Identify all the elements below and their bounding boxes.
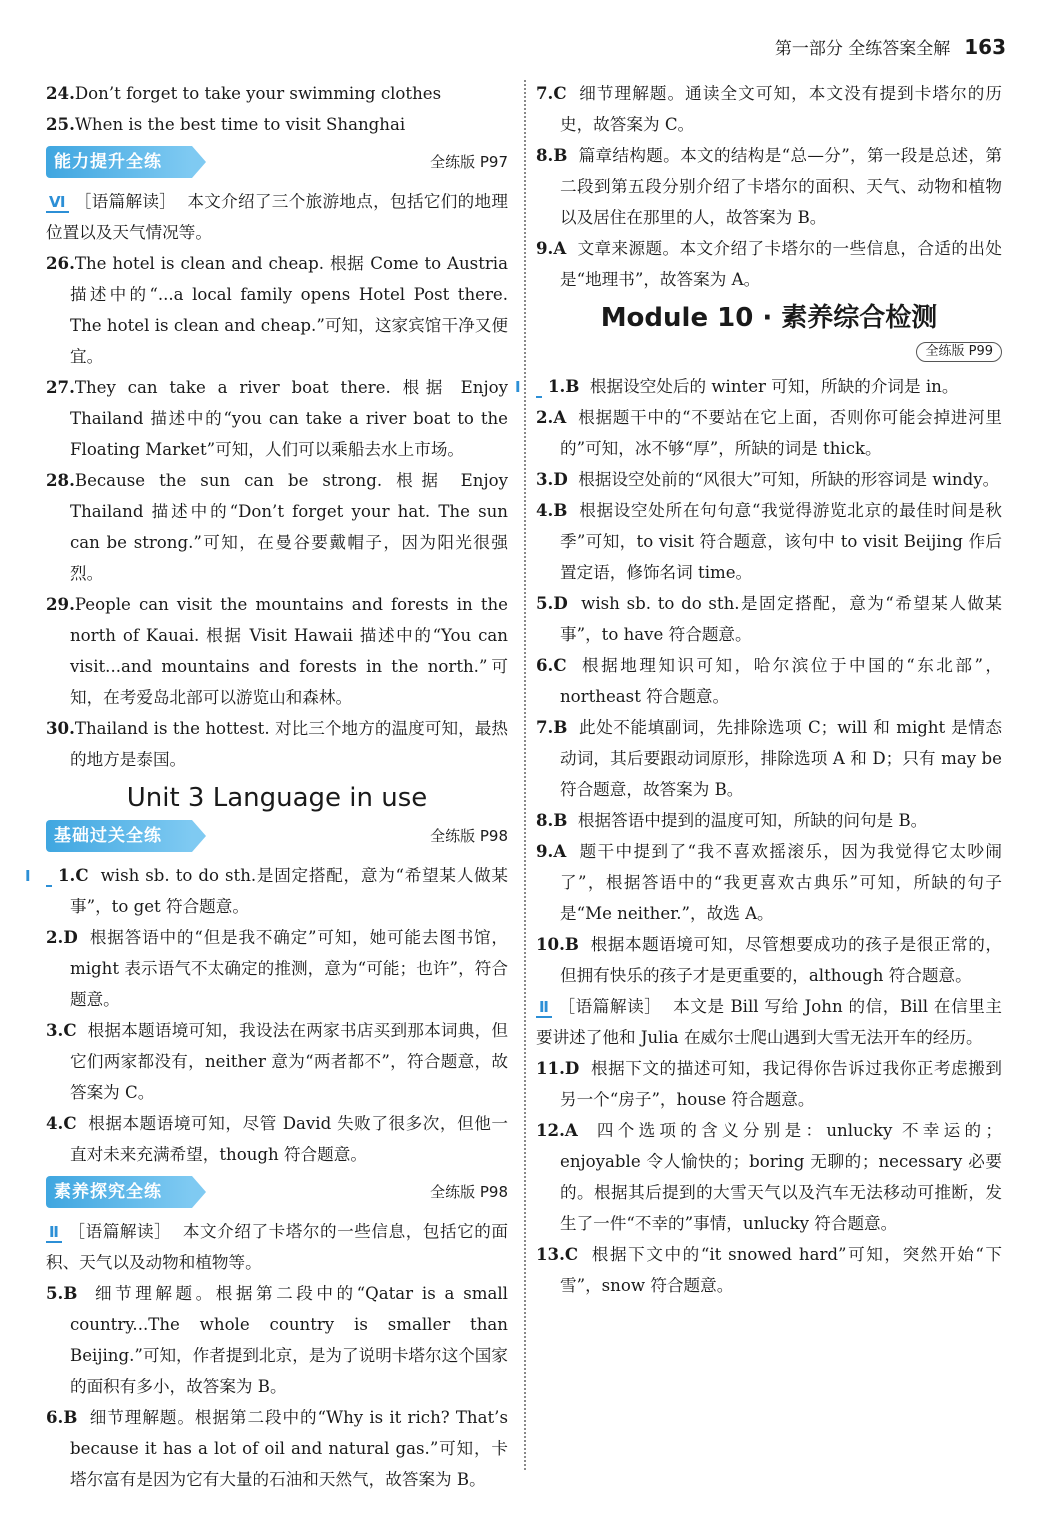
answer-item: 5.D wish sb. to do sth.是固定搭配，意为“希望某人做某事”，to have 符合题意。 (536, 593, 1002, 644)
answer-item: 7.B 此处不能填副词，先排除选项 C；will 和 might 是情态动词，其后要跟动词原形，排除选项 A 和 D；只有 may be 符合题意，故答案为 B。 (536, 717, 1002, 799)
section-banner: 素养探究全练 (46, 1176, 192, 1208)
passage-summary: Ⅱ ［语篇解读］ 本文是 Bill 写给 John 的信，Bill 在信里主要讲述了他和 Julia 在威尔士爬山遇到大雪无法开车的经历。 (536, 997, 1003, 1047)
answer-item: 4.B 根据设空处所在句句意“我觉得游览北京的最佳时间是秋季”可知，to visit 符合题意，该句中 to visit Beijing 作后置定语，修饰名词 time。 (536, 500, 1002, 582)
left-column (25, 78, 509, 1495)
answer-item: 10.B 根据本题语境可知，尽管想要成功的孩子是很正常的，但拥有快乐的孩子才是更重要的，although 符合题意。 (536, 934, 1002, 985)
answer-item: 11.D 根据下文的描述可知，我记得你告诉过我你正考虑搬到另一个“房子”，house 符合题意。 (536, 1058, 1002, 1109)
answer-item: 2.D 根据答语中的“但是我不确定”可知，她可能去图书馆，might 表示语气不太确定的推测，意为“可能；也许”，符合题意。 (46, 927, 508, 1009)
unit-heading: Unit 3 Language in use (126, 783, 428, 813)
answer-item: 4.C 根据本题语境可知，尽管 David 失败了很多次，但他一直对未来充满希望，though 符合题意。 (46, 1113, 508, 1164)
answer-item: 29.People can visit the mountains and forests in the north of Kauai. 根据 Visit Hawaii 描述中的“You can visit...and mountains and forests in the north.”可知，在考爱岛北部可以游览山和森林。 (46, 594, 508, 707)
answer-item: 30.Thailand is the hottest. 对比三个地方的温度可知，最热的地方是泰国。 (46, 718, 508, 769)
answer-item: 28.Because the sun can be strong. 根据 Enjoy Thailand 描述中的“Don’t forget your hat. The sun can be strong.”可知，在曼谷要戴帽子，因为阳光很强烈。 (46, 470, 508, 583)
page-reference: 全练版 P97 (430, 152, 508, 171)
module-page-reference: 全练版 P99 (536, 334, 1002, 365)
section-banner: 能力提升全练 (46, 146, 192, 178)
answer-item: 7.C 细节理解题。通读全文可知，本文没有提到卡塔尔的历史，故答案为 C。 (536, 83, 1002, 134)
page-reference: 全练版 P98 (430, 1182, 508, 1201)
answer-item: 12.A 四个选项的含义分别是：unlucky 不幸运的；enjoyable 令人愉快的；boring 无聊的；necessary 必要的。根据其后提到的大雪天气以及汽车无法移动可推断，发生了一件“不幸的”事情，unlucky 符合题意。 (536, 1120, 1002, 1233)
section-banner-row (46, 820, 508, 852)
answer-item: 6.C 根据地理知识可知，哈尔滨位于中国的“东北部”，northeast 符合题意。 (536, 655, 1002, 706)
passage-summary: Ⅵ ［语篇解读］ 本文介绍了三个旅游地点，包括它们的地理位置以及天气情况等。 (46, 192, 509, 242)
page-number: 163 (964, 35, 1006, 59)
answer-item: Ⅰ 1.C wish sb. to do sth.是固定搭配，意为“希望某人做某事”，to get 符合题意。 (25, 865, 508, 916)
answer-item: 3.D 根据设空处前的“风很大”可知，所缺的形容词是 windy。 (536, 469, 1000, 489)
answer-item: 5.B 细节理解题。根据第二段中的“Qatar is a small country...The whole country is smaller than Beijing.”可知，作者提到北京，是为了说明卡塔尔这个国家的面积有多小，故答案为 B。 (46, 1283, 508, 1396)
roman-numeral: Ⅰ (536, 378, 542, 398)
roman-numeral: Ⅵ (46, 193, 69, 213)
answer-item: 24.Don’t forget to take your swimming clothes (46, 83, 442, 103)
answer-item: 26.The hotel is clean and cheap. 根据 Come to Austria 描述中的“...a local family opens Hotel Post there. The hotel is clean and cheap.”可知，这家宾馆干净又便宜。 (46, 253, 508, 366)
answer-item: 25.When is the best time to visit Shanghai (46, 114, 406, 134)
page-reference: 全练版 P98 (430, 826, 508, 845)
answer-item: 8.B 根据答语中提到的温度可知，所缺的问句是 B。 (536, 810, 928, 830)
module-heading: Module 10 · 素养综合检测 (600, 303, 938, 333)
answer-item: 6.B 细节理解题。根据第二段中的“Why is it rich? That’s because it has a lot of oil and natural gas.”可知，卡塔尔富有是因为它有大量的石油和天然气，故答案为 B。 (46, 1407, 508, 1489)
roman-numeral: Ⅰ (46, 867, 52, 887)
answer-item: 9.A 文章来源题。本文介绍了卡塔尔的一些信息，合适的出处是“地理书”，故答案为 A。 (536, 238, 1002, 289)
answer-item: 8.B 篇章结构题。本文的结构是“总—分”，第一段是总述，第二段到第五段分别介绍了卡塔尔的面积、天气、动物和植物以及居住在那里的人，故答案为 B。 (536, 145, 1002, 227)
answer-item: 3.C 根据本题语境可知，我设法在两家书店买到那本词典，但它们两家都没有，neither 意为“两者都不”，符合题意，故答案为 C。 (46, 1020, 509, 1102)
section-banner: 基础过关全练 (46, 820, 192, 852)
page-header (775, 34, 1006, 59)
roman-numeral: Ⅱ (46, 1223, 62, 1243)
answer-item: 2.A 根据题干中的“不要站在它上面，否则你可能会掉进河里的”可知，冰不够“厚”，所缺的词是 thick。 (536, 407, 1002, 458)
right-column (515, 78, 1003, 1301)
section-banner-row (46, 146, 508, 178)
answer-item: Ⅰ 1.B 根据设空处后的 winter 可知，所缺的介词是 in。 (515, 376, 959, 396)
passage-summary: Ⅱ ［语篇解读］ 本文介绍了卡塔尔的一些信息，包括它的面积、天气以及动物和植物等。 (46, 1222, 508, 1272)
answer-item: 9.A 题干中提到了“我不喜欢摇滚乐，因为我觉得它太吵闹了”，根据答语中的“我更喜欢古典乐”可知，所缺的句子是“Me neither.”，故选 A。 (536, 841, 1002, 923)
answer-item: 27.They can take a river boat there. 根据 Enjoy Thailand 描述中的“you can take a river boat to the Floating Market”可知，人们可以乘船去水上市场。 (46, 377, 508, 459)
answer-item: 13.C 根据下文中的“it snowed hard”可知，突然开始“下雪”，snow 符合题意。 (536, 1244, 1002, 1295)
section-title: 第一部分 全练答案全解 (774, 39, 951, 59)
column-divider (524, 80, 526, 1470)
section-banner-row (46, 1176, 508, 1208)
roman-numeral: Ⅱ (536, 998, 552, 1018)
